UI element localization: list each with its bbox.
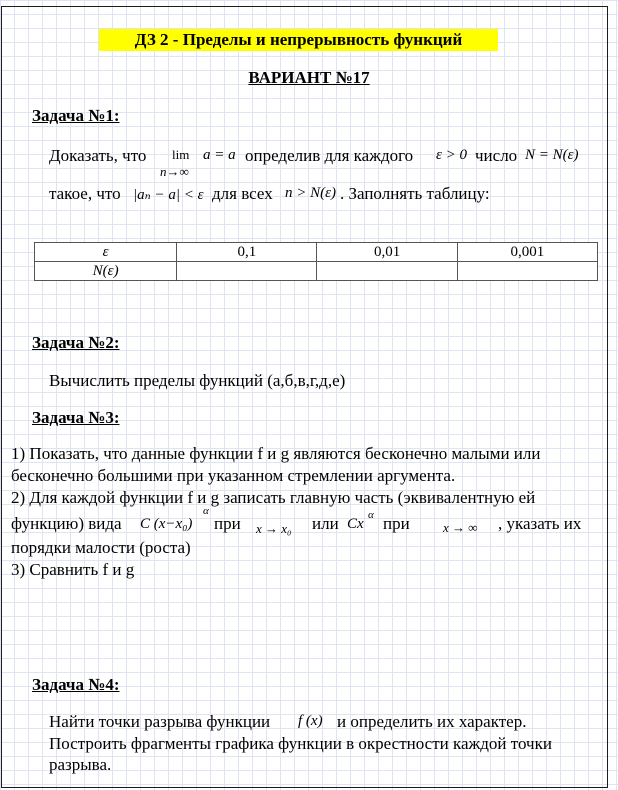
table-cell-input[interactable] (177, 262, 317, 281)
function-f-x: f (x) (298, 713, 323, 729)
task2-text: Вычислить пределы функций (а,б,в,г,д,е) (49, 371, 346, 390)
task1-heading: Задача №1: (32, 106, 120, 125)
task3-line4-c: или (312, 514, 339, 533)
table-cell-header: ε (35, 243, 177, 262)
epsilon-condition: ε > 0 (436, 147, 468, 163)
limit-expression: a = a (203, 147, 236, 163)
expression-x-to-infinity: x → ∞ (443, 520, 478, 535)
n-expression: N = N(ε) (525, 147, 579, 163)
n-condition: n > N(ε) (285, 185, 337, 201)
task2-heading: Задача №2: (32, 333, 120, 352)
task4-line1-a: Найти точки разрыва функции (49, 712, 271, 731)
task1-line1-mid2: число (475, 146, 518, 165)
task3-line3: 2) Для каждой функции f и g записать главную часть (эквивалентную ей (11, 488, 536, 507)
table-cell-input[interactable] (317, 262, 457, 281)
task3-line2: бесконечно большими при указанном стремлении аргумента. (11, 466, 456, 485)
variant-title: ВАРИАНТ №17 (248, 68, 370, 87)
task4-line3: разрыва. (49, 755, 112, 774)
document-title: ДЗ 2 - Пределы и непрерывность функций (99, 29, 498, 51)
task3-line1: 1) Показать, что данные функции f и g являются бесконечно малыми или (11, 444, 541, 463)
epsilon-table (34, 242, 598, 281)
task3-line4-d: при (383, 514, 410, 533)
table-cell: 0,01 (317, 243, 457, 262)
table-cell: 0,001 (457, 243, 597, 262)
task3-line4-b: при (214, 514, 241, 533)
table-cell: 0,1 (177, 243, 317, 262)
task3-line6: 3) Сравнить f и g (11, 560, 135, 579)
task1-line1-mid: определив для каждого (245, 146, 414, 165)
exponent-alpha: α (203, 505, 209, 517)
task1-line2-suffix: . Заполнять таблицу: (340, 184, 490, 203)
task1-line1-prefix: Доказать, что (49, 146, 147, 165)
exponent-alpha-2: α (368, 509, 374, 521)
limit-word: lim (172, 147, 190, 162)
task3-line4-a: функцию) вида (11, 514, 122, 533)
expression-cx: Cx (347, 516, 364, 532)
task3-line5: порядки малости (роста) (11, 538, 191, 557)
task3-line4-e: , указать их (498, 514, 582, 533)
table-row (35, 243, 598, 262)
task1-line2-mid: для всех (212, 184, 273, 203)
abs-expression: |aₙ − a| < ε (133, 187, 204, 203)
task4-line2: Построить фрагменты графика функции в окрестности каждой точки (49, 734, 552, 753)
table-cell-row-label: N(ε) (35, 262, 177, 281)
task1-line2-prefix: такое, что (49, 184, 121, 203)
task3-heading: Задача №3: (32, 408, 120, 427)
expression-c-x-x0: C (x−x₀) (140, 516, 193, 532)
table-cell-input[interactable] (457, 262, 597, 281)
limit-subscript: n→∞ (160, 164, 189, 179)
task4-heading: Задача №4: (32, 675, 120, 694)
task4-line1-b: и определить их характер. (337, 712, 527, 731)
table-row (35, 262, 598, 281)
expression-x-to-x0: x → x₀ (256, 521, 292, 536)
